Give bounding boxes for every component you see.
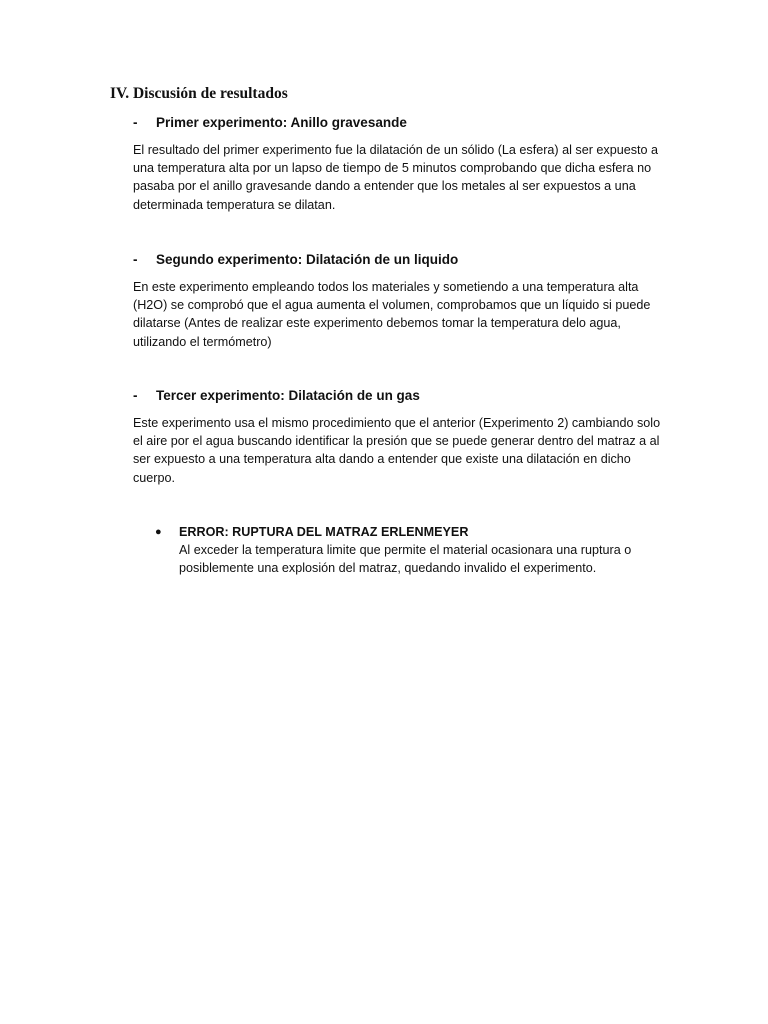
experiment-1-body: El resultado del primer experimento fue la dilatación de un sólido (La esfera) al ser expuesto a una temperatura alta por un lapso de tiempo de 5 minutos comprobando que dicha esfera no pasaba por el anillo gravesande dando a entender que los metales al ser expuestos a una determinada temperatura se dilatan. (133, 143, 659, 212)
experiment-2-heading (133, 251, 458, 269)
dash-marker: - (133, 252, 138, 267)
experiment-1-title: Primer experimento: Anillo gravesande (156, 115, 407, 130)
dash-marker: - (133, 115, 138, 130)
error-bullet-item (155, 523, 675, 578)
dash-marker: - (133, 388, 138, 403)
error-text: Al exceder la temperatura limite que permite el material ocasionara una ruptura o posiblemente una explosión del matraz, quedando invalido el experimento. (179, 543, 632, 576)
experiment-2-body: En este experimento empleando todos los materiales y sometiendo a una temperatura alta (H2O) se comprobó que el agua aumenta el volumen, comprobamos que un líquido si puede dilatarse (Antes de realizar este experimento debemos tomar la temperatura delo agua, utilizando el termómetro) (133, 280, 651, 349)
experiment-3-heading (133, 387, 420, 405)
error-title: ERROR: RUPTURA DEL MATRAZ ERLENMEYER (179, 525, 469, 539)
error-content (179, 523, 675, 578)
experiment-1-heading (133, 114, 407, 132)
experiment-3-title: Tercer experimento: Dilatación de un gas (156, 388, 420, 403)
bullet-icon: ● (155, 526, 162, 538)
section-title: IV. Discusión de resultados (110, 85, 288, 102)
experiment-2-title: Segundo experimento: Dilatación de un liquido (156, 252, 459, 267)
experiment-3-body: Este experimento usa el mismo procedimiento que el anterior (Experimento 2) cambiando solo el aire por el agua buscando identificar la presión que se puede generar dentro del matraz a al ser expuesto a una temperatura alta dando a entender que existe una dilatación en dicho cuerpo. (133, 416, 661, 485)
